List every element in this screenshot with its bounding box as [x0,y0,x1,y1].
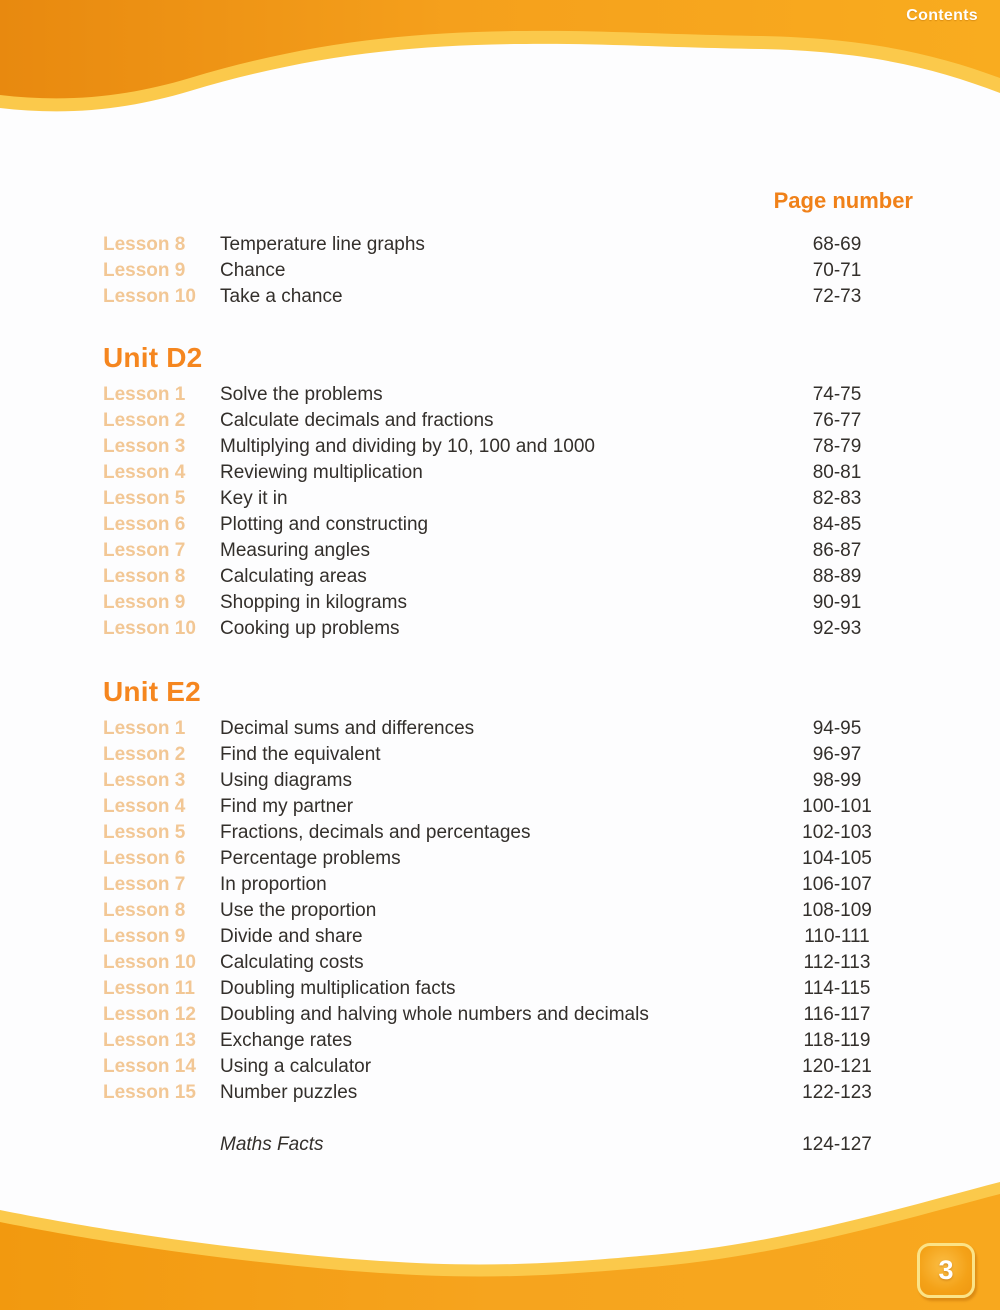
page-number-heading: Page number [773,188,913,213]
lesson-row [0,460,1000,486]
lesson-pages: 100-101 [802,796,872,817]
lesson-row [0,742,1000,768]
lesson-row [0,284,1000,310]
lesson-label: Lesson 8 [103,234,186,255]
lesson-title: Calculate decimals and fractions [220,410,494,431]
lesson-title: Calculating areas [220,566,367,587]
lesson-title: Fractions, decimals and percentages [220,822,531,843]
lesson-pages: 104-105 [802,848,872,869]
lesson-pages: 80-81 [812,462,862,483]
lesson-row [0,1054,1000,1080]
lesson-title: Calculating costs [220,952,364,973]
lesson-pages: 124-127 [802,1134,872,1155]
lesson-title: Using diagrams [220,770,352,791]
lesson-title: Number puzzles [220,1082,358,1103]
lesson-label: Lesson 7 [103,874,186,895]
maths-facts-row [0,1132,1000,1158]
lesson-pages: 122-123 [802,1082,872,1103]
lesson-label: Lesson 9 [103,926,186,947]
lesson-label: Lesson 7 [103,540,186,561]
lesson-label: Lesson 10 [103,286,196,307]
lesson-title: Shopping in kilograms [220,592,407,613]
lesson-title: Using a calculator [220,1056,372,1077]
lesson-label: Lesson 6 [103,514,186,535]
lesson-row [0,564,1000,590]
lesson-row [0,924,1000,950]
lesson-pages: 112-113 [803,952,871,973]
lesson-label: Lesson 2 [103,410,186,431]
lesson-pages: 88-89 [812,566,862,587]
lesson-title: Chance [220,260,286,281]
lesson-pages: 90-91 [812,592,862,613]
page-number-tab: 3 [917,1243,975,1298]
lesson-title: Doubling and halving whole numbers and decimals [220,1004,649,1025]
lesson-pages: 82-83 [812,488,862,509]
lesson-pages: 98-99 [812,770,862,791]
lesson-row [0,768,1000,794]
lesson-row [0,590,1000,616]
lesson-title: Take a chance [220,286,343,307]
lesson-pages: 74-75 [812,384,862,405]
lesson-title: Plotting and constructing [220,514,429,535]
lesson-title: Divide and share [220,926,363,947]
lesson-row [0,258,1000,284]
lesson-label: Lesson 2 [103,744,186,765]
lesson-title: Find my partner [220,796,354,817]
lesson-pages: 108-109 [802,900,872,921]
lesson-row [0,512,1000,538]
lesson-pages: 86-87 [812,540,862,561]
lesson-title: Doubling multiplication facts [220,978,456,999]
lesson-pages: 106-107 [802,874,872,895]
lesson-title: Reviewing multiplication [220,462,423,483]
lesson-label: Lesson 3 [103,436,186,457]
lesson-row [0,434,1000,460]
toc-list [0,232,1000,1158]
lesson-row [0,820,1000,846]
lesson-title: Maths Facts [220,1134,324,1155]
lesson-pages: 102-103 [802,822,872,843]
lesson-label: Lesson 8 [103,566,186,587]
lesson-title: Cooking up problems [220,618,400,639]
lesson-pages: 68-69 [812,234,862,255]
lesson-rows-group [0,716,1000,1106]
lesson-title: Percentage problems [220,848,401,869]
bottom-wave [0,1180,1000,1310]
lesson-row [0,1080,1000,1106]
contents-label: Contents [906,7,978,24]
lesson-row [0,382,1000,408]
lesson-label: Lesson 12 [103,1004,196,1025]
lesson-row [0,846,1000,872]
lesson-row [0,976,1000,1002]
lesson-title: Exchange rates [220,1030,353,1051]
lesson-pages: 76-77 [812,410,862,431]
lesson-rows-group [0,232,1000,310]
lesson-pages: 84-85 [812,514,862,535]
lesson-rows-group [0,382,1000,642]
lesson-title: Find the equivalent [220,744,381,765]
lesson-pages: 70-71 [812,260,862,281]
lesson-row [0,898,1000,924]
lesson-row [0,232,1000,258]
lesson-label: Lesson 4 [103,796,186,817]
lesson-pages: 78-79 [812,436,862,457]
lesson-label: Lesson 13 [103,1030,196,1051]
lesson-label: Lesson 6 [103,848,186,869]
lesson-title: In proportion [220,874,327,895]
lesson-label: Lesson 9 [103,592,186,613]
unit-heading: Unit D2 [103,342,203,373]
lesson-row [0,872,1000,898]
lesson-row [0,538,1000,564]
lesson-row [0,616,1000,642]
lesson-row [0,408,1000,434]
lesson-label [103,1132,220,1158]
lesson-title: Use the proportion [220,900,377,921]
lesson-title: Key it in [220,488,288,509]
lesson-pages: 96-97 [812,744,862,765]
lesson-pages: 118-119 [803,1030,871,1051]
lesson-title: Measuring angles [220,540,370,561]
lesson-label: Lesson 14 [103,1056,196,1077]
lesson-row [0,486,1000,512]
lesson-pages: 72-73 [812,286,862,307]
lesson-pages: 94-95 [812,718,862,739]
lesson-label: Lesson 10 [103,618,196,639]
lesson-row [0,794,1000,820]
lesson-title: Multiplying and dividing by 10, 100 and 1000 [220,436,595,457]
lesson-label: Lesson 5 [103,822,186,843]
lesson-label: Lesson 8 [103,900,186,921]
lesson-row [0,1028,1000,1054]
lesson-label: Lesson 11 [103,978,195,999]
lesson-title: Solve the problems [220,384,383,405]
lesson-pages: 92-93 [812,618,862,639]
lesson-label: Lesson 10 [103,952,196,973]
lesson-row [0,716,1000,742]
lesson-pages: 116-117 [803,1004,871,1025]
lesson-label: Lesson 1 [103,718,186,739]
lesson-label: Lesson 3 [103,770,186,791]
lesson-title: Decimal sums and differences [220,718,475,739]
lesson-pages: 114-115 [803,978,871,999]
lesson-title: Temperature line graphs [220,234,425,255]
lesson-label: Lesson 1 [103,384,186,405]
lesson-label: Lesson 15 [103,1082,196,1103]
unit-heading: Unit E2 [103,676,201,707]
lesson-pages: 120-121 [802,1056,872,1077]
lesson-row [0,1002,1000,1028]
lesson-pages: 110-111 [804,926,870,947]
lesson-label: Lesson 4 [103,462,186,483]
lesson-label: Lesson 9 [103,260,186,281]
lesson-label: Lesson 5 [103,488,186,509]
lesson-row [0,950,1000,976]
